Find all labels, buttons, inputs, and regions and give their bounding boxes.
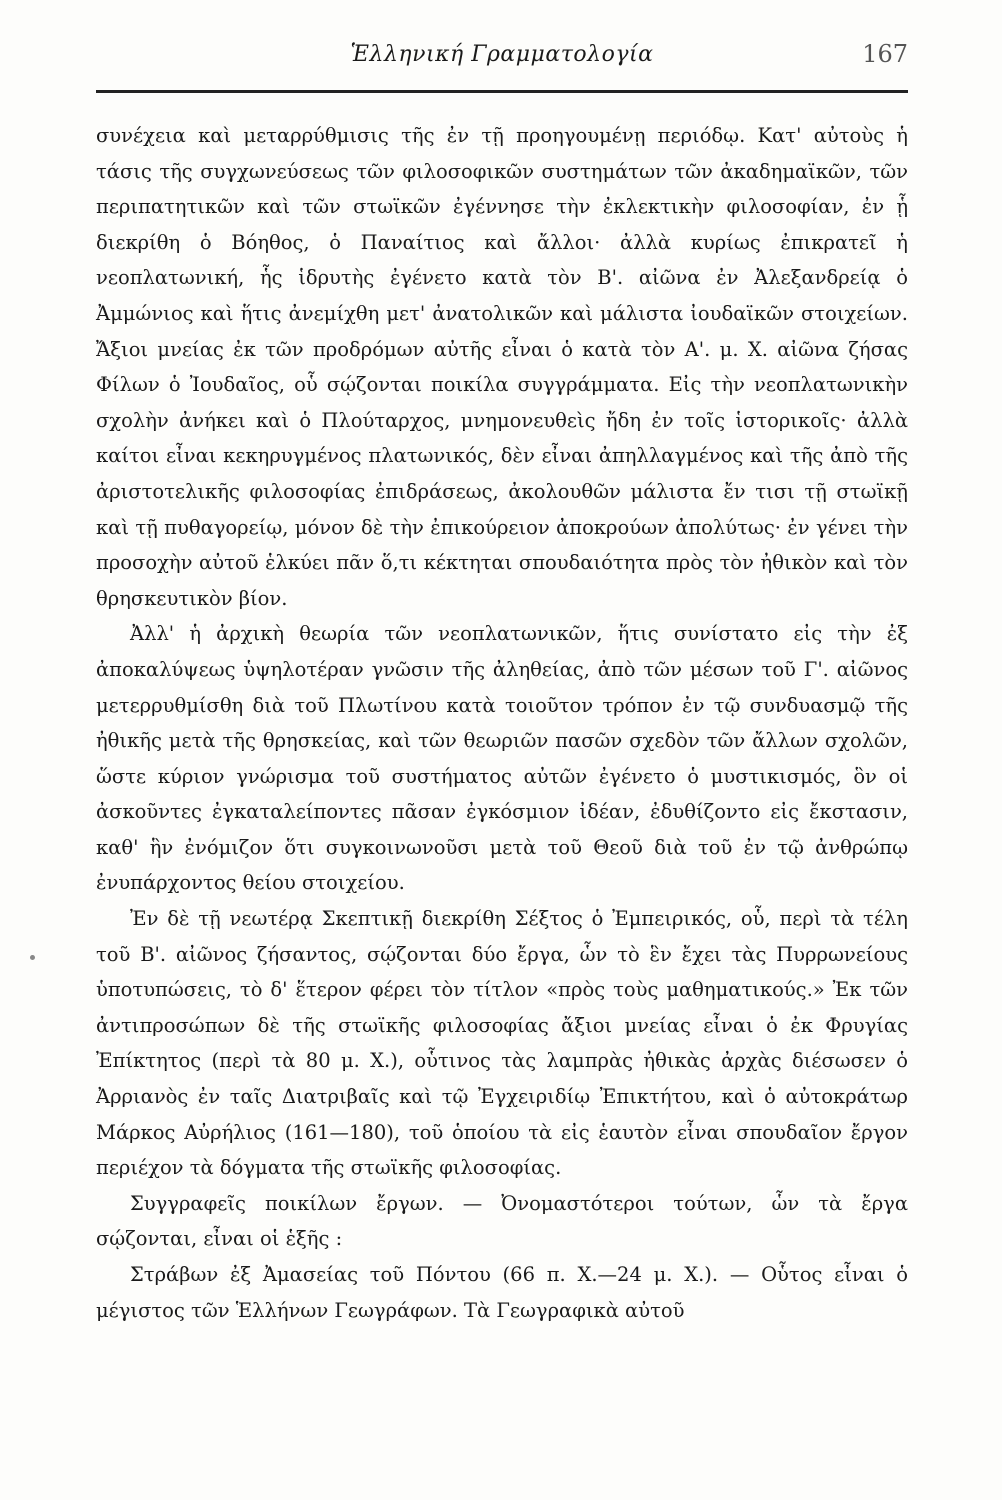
body-text xyxy=(96,118,908,1328)
margin-mark xyxy=(30,955,35,960)
running-title: Ἑλληνική Γραμματολογία xyxy=(350,42,654,67)
paragraph-continuation: συνέχεια καὶ μεταρρύθμισις τῆς ἐν τῇ προηγουμένῃ περιόδῳ. Κατ' αὐτοὺς ἡ τάσις τῆς συγχωνεύσεως τῶν φιλοσοφικῶν συστημάτων τῶν ἀκαδημαϊκῶν, τῶν περιπατητικῶν καὶ τῶν στωϊκῶν ἐγέννησε τὴν ἐκλεκτικὴν φιλοσοφίαν, ἐν ᾗ διεκρίθη ὁ Βόηθος, ὁ Παναίτιος καὶ ἄλλοι· ἀλλὰ κυρίως ἐπικρατεῖ ἡ νεοπλατωνική, ἧς ἱδρυτὴς ἐγένετο κατὰ τὸν Β'. αἰῶνα ἐν Ἀλεξανδρείᾳ ὁ Ἀμμώνιος καὶ ἥτις ἀνεμίχθη μετ' ἀνατολικῶν καὶ μάλιστα ἰουδαϊκῶν στοιχείων. Ἄξιοι μνείας ἐκ τῶν προδρόμων αὐτῆς εἶναι ὁ κατὰ τὸν Α'. μ. Χ. αἰῶνα ζήσας Φίλων ὁ Ἰουδαῖος, οὗ σῴζονται ποικίλα συγγράμματα. Εἰς τὴν νεοπλατωνικὴν σχολὴν ἀνήκει καὶ ὁ Πλούταρχος, μνημονευθεὶς ἤδη ἐν τοῖς ἱστορικοῖς· ἀλλὰ καίτοι εἶναι κεκηρυγμένος πλατωνικός, δὲν εἶναι ἀπηλλαγμένος καὶ τῆς ἀπὸ τῆς ἀριστοτελικῆς φιλοσοφίας ἐπιδράσεως, ἀκολουθῶν μάλιστα ἔν τισι τῇ στωϊκῇ καὶ τῇ πυθαγορείῳ, μόνον δὲ τὴν ἐπικούρειον ἀποκρούων ἀπολύτως· ἐν γένει τὴν προσοχὴν αὐτοῦ ἑλκύει πᾶν ὅ,τι κέκτηται σπουδαιότητα πρὸς τὸν ἠθικὸν καὶ τὸν θρησκευτικὸν βίον. xyxy=(96,124,908,610)
running-header xyxy=(96,40,908,80)
paragraph-neoplatonism: Ἀλλ' ἡ ἀρχικὴ θεωρία τῶν νεοπλατωνικῶν, ἥτις συνίστατο εἰς τὴν ἐξ ἀποκαλύψεως ὑψηλοτέραν γνῶσιν τῆς ἀληθείας, ἀπὸ τῶν μέσων τοῦ Γ'. αἰῶνος μετερρυθμίσθη διὰ τοῦ Πλωτίνου κατὰ τοιοῦτον τρόπον ἐν τῷ συνδυασμῷ τῆς ἠθικῆς μετὰ τῆς θρησκείας, καὶ τῶν θεωριῶν πασῶν σχεδὸν τῶν ἄλλων σχολῶν, ὥστε κύριον γνώρισμα τοῦ συστήματος αὐτῶν ἐγένετο ὁ μυστικισμός, ὃν οἱ ἀσκοῦντες ἐγκαταλείποντες πᾶσαν ἐγκόσμιον ἰδέαν, ἐδυθίζοντο εἰς ἔκστασιν, καθ' ἣν ἐνόμιζον ὅτι συγκοινωνοῦσι μετὰ τοῦ Θεοῦ διὰ τοῦ ἐν τῷ ἀνθρώπῳ ἐνυπάρχοντος θείου στοιχείου. xyxy=(96,622,908,895)
paragraph-various-writers: Συγγραφεῖς ποικίλων ἔργων. — Ὀνομαστότεροι τούτων, ὧν τὰ ἔργα σῴζονται, εἶναι οἱ ἑξῆς : xyxy=(96,1191,908,1251)
paragraph-strabo: Στράβων ἐξ Ἀμασείας τοῦ Πόντου (66 π. Χ.—24 μ. Χ.). — Οὗτος εἶναι ὁ μέγιστος τῶν Ἑλλήνων Γεωγράφων. Τὰ Γεωγραφικὰ αὐτοῦ xyxy=(96,1263,908,1322)
page-number: 167 xyxy=(862,40,908,68)
paragraph-skeptics-stoics: Ἐν δὲ τῇ νεωτέρᾳ Σκεπτικῇ διεκρίθη Σέξτος ὁ Ἐμπειρικός, οὗ, περὶ τὰ τέλη τοῦ Β'. αἰῶνος ζήσαντος, σῴζονται δύο ἔργα, ὧν τὸ ἓν ἔχει τὰς Πυρρωνείους ὑποτυπώσεις, τὸ δ' ἕτερον φέρει τὸν τίτλον «πρὸς τοὺς μαθηματικούς.» Ἐκ τῶν ἀντιπροσώπων δὲ τῆς στωϊκῆς φιλοσοφίας ἄξιοι μνείας εἶναι ὁ ἐκ Φρυγίας Ἐπίκτητος (περὶ τὰ 80 μ. Χ.), οὗτινος τὰς λαμπρὰς ἠθικὰς ἀρχὰς διέσωσεν ὁ Ἀρριανὸς ἐν ταῖς Διατριβαῖς καὶ τῷ Ἐγχειριδίῳ Ἐπικτήτου, καὶ ὁ αὐτοκράτωρ Μάρκος Αὐρήλιος (161—180), τοῦ ὁποίου τὰ εἰς ἑαυτὸν εἶναι σπουδαῖον ἔργον περιέχον τὰ δόγματα τῆς στωϊκῆς φιλοσοφίας. xyxy=(96,907,908,1180)
header-rule xyxy=(96,90,908,93)
